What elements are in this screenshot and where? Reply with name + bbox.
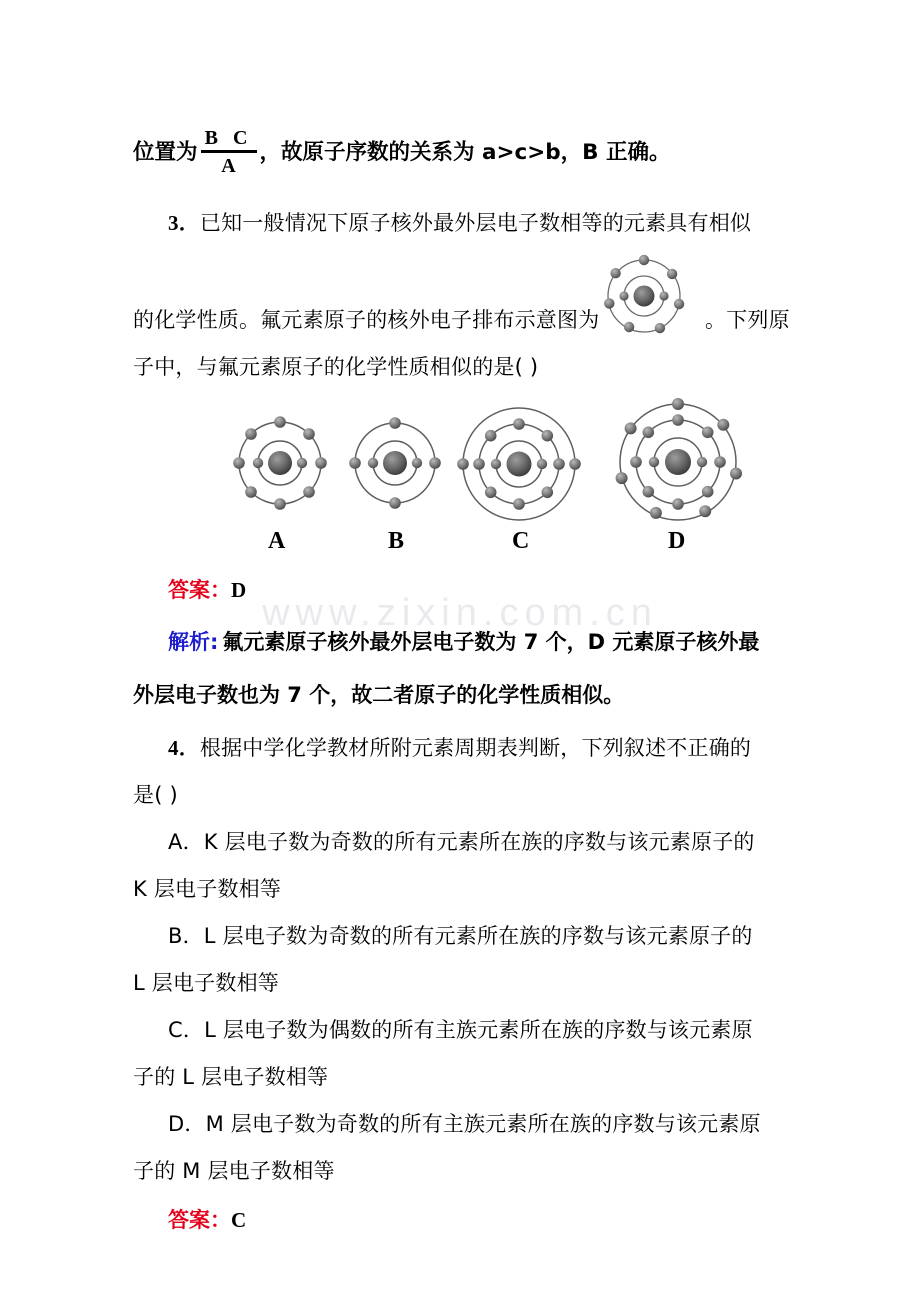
question3-stem-part3: 。下列原 — [705, 308, 790, 332]
question4-option-a-line-1: A．K 层电子数为奇数的所有元素所在族的序数与该元素原子的 — [168, 830, 755, 854]
question4-line-1 — [168, 738, 751, 759]
question4-answer — [168, 1210, 246, 1232]
option-b-atom-svg — [345, 410, 445, 516]
option-d-label: D — [668, 528, 686, 554]
question4-option-c-line-1: C．L 层电子数为偶数的所有主族元素所在族的序数与该元素原 — [168, 1018, 753, 1042]
question4-stem-part1: 根据中学化学教材所附元素周期表判断，下列叙述不正确的 — [199, 736, 752, 760]
question3-answer-label: 答案： — [168, 578, 231, 602]
question3-stem-part2: 的化学性质。氟元素原子的核外电子排布示意图为 — [133, 308, 600, 332]
question4-number: 4． — [168, 736, 200, 760]
question3-answer-value: D — [231, 578, 247, 602]
solution-suffix: ，故原子序数的关系为 a>c>b，B 正确。 — [259, 139, 671, 165]
question4-answer-value: C — [231, 1208, 247, 1232]
question4-option-b-line-2: L 层电子数相等 — [133, 971, 279, 995]
option-a-atom-svg — [228, 408, 332, 518]
option-a-atom-diagram — [228, 408, 332, 518]
option-b-atom-diagram — [345, 410, 445, 516]
option-d-atom-svg — [612, 396, 744, 528]
question3-number: 3． — [168, 211, 200, 235]
question3-analysis-line-1 — [168, 632, 759, 654]
position-fraction-figure — [198, 128, 260, 176]
question3-stem-part1: 已知一般情况下原子核外最外层电子数相等的元素具有相似 — [199, 211, 752, 235]
watermark: www.zixin.com.cn — [262, 592, 658, 634]
fraction-numerator: B C — [204, 127, 253, 149]
option-b-label: B — [388, 528, 405, 554]
question4-option-b-line-1: B．L 层电子数为奇数的所有元素所在族的序数与该元素原子的 — [168, 924, 753, 948]
question4-option-d-line-2: 子的 M 层电子数相等 — [133, 1159, 335, 1183]
fluorine-atom-svg — [596, 248, 692, 344]
option-a-label: A — [268, 528, 286, 554]
question4-line-2: 是( ) — [133, 783, 178, 807]
question4-option-c-line-2: 子的 L 层电子数相等 — [133, 1065, 329, 1089]
question3-stem-part4: 子中，与氟元素原子的化学性质相似的是( ) — [133, 355, 539, 379]
question4-answer-label: 答案： — [168, 1208, 231, 1232]
fluorine-atom-diagram — [596, 248, 692, 344]
solution-fragment-line — [133, 127, 671, 178]
option-c-atom-svg — [455, 400, 583, 528]
solution-prefix: 位置为 — [133, 139, 198, 165]
fraction-denominator: A — [221, 155, 236, 177]
question3-analysis-label: 解析: — [168, 630, 219, 654]
question3-line-3 — [133, 357, 538, 378]
option-d-atom-diagram — [612, 396, 744, 528]
question4-option-d-line-1: D．M 层电子数为奇数的所有主族元素所在族的序数与该元素原 — [168, 1112, 761, 1136]
question3-answer — [168, 580, 246, 602]
question3-analysis-text-1: 氟元素原子核外最外层电子数为 7 个，D 元素原子核外最 — [222, 630, 760, 654]
option-c-label: C — [512, 528, 530, 554]
fraction-bar — [201, 150, 257, 153]
question3-line-2a — [133, 310, 599, 331]
question3-analysis-line-2: 外层电子数也为 7 个，故二者原子的化学性质相似。 — [133, 683, 625, 707]
question3-line-2b — [705, 310, 790, 331]
question3-line-1 — [168, 213, 751, 234]
question4-option-a-line-2: K 层电子数相等 — [133, 877, 282, 901]
option-c-atom-diagram — [455, 400, 583, 528]
